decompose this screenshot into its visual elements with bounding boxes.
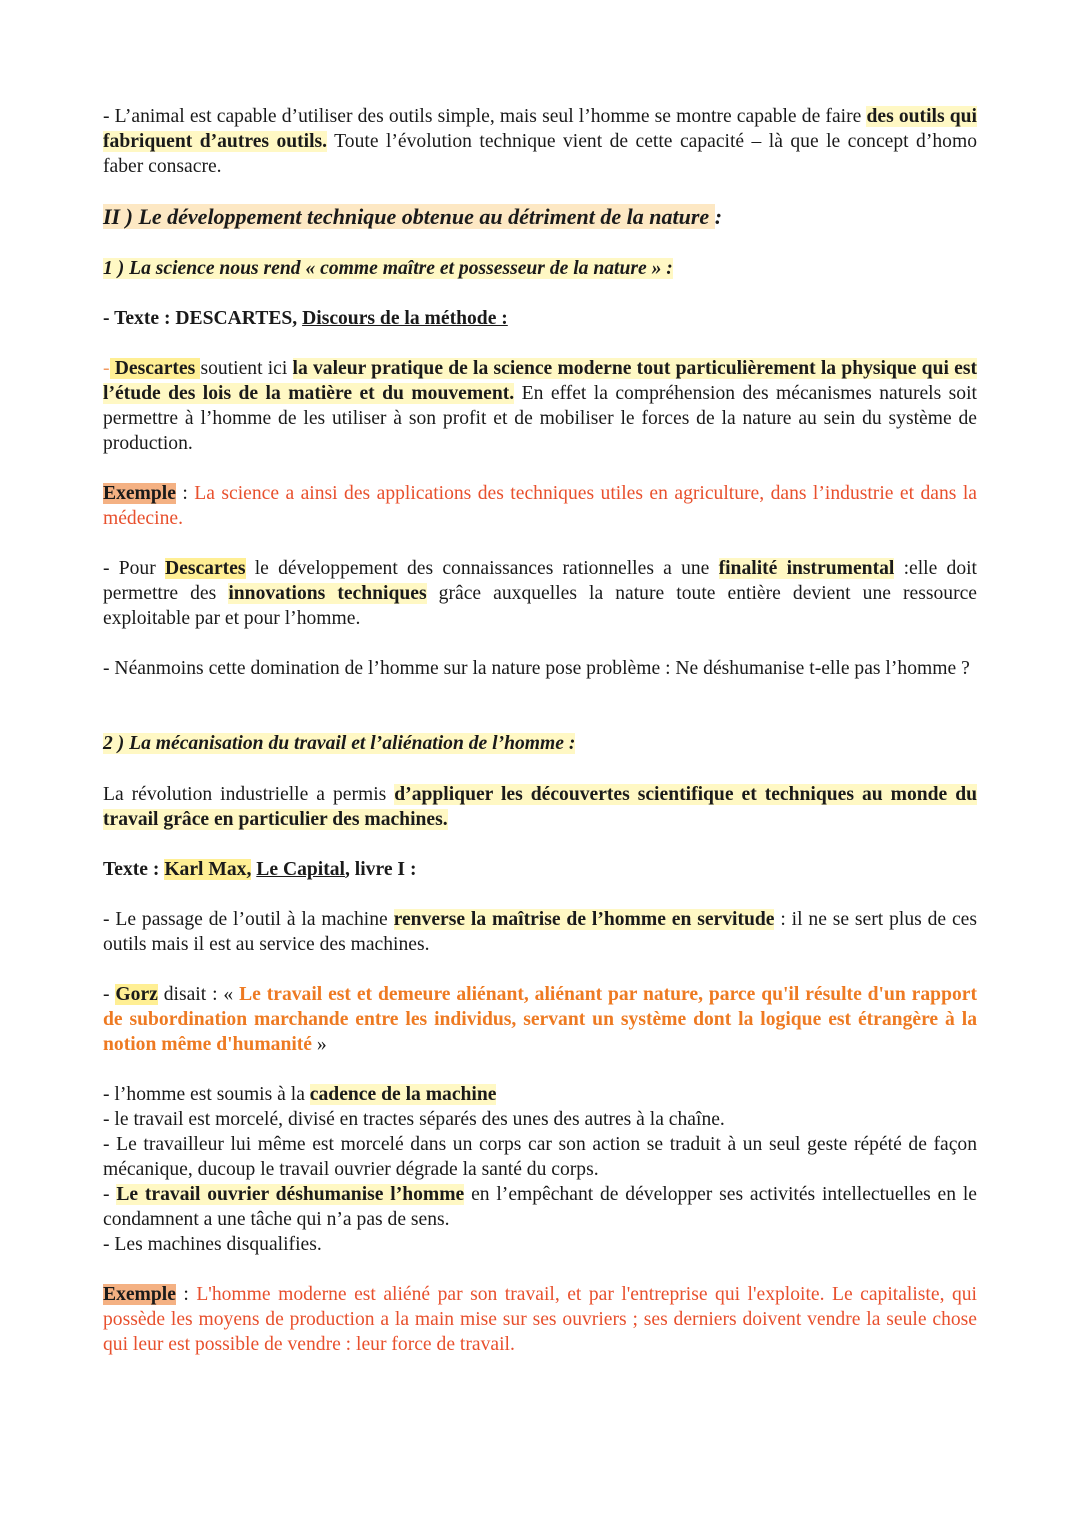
highlight-tools: des outils qui fabriquent d’autres outils. — [103, 106, 977, 152]
book-title-discours: Discours de la méthode : — [302, 308, 508, 329]
list-item: - l’homme est soumis à la cadence de la machine — [103, 1084, 497, 1105]
paragraph-homo-faber: - L’animal est capable d’utiliser des outils simple, mais seul l’homme se montre capable de faire des outils qui fabriquent d’autres outils. Toute l’évolution technique vient de cette capacité – là que le concept d’homo faber consacre. — [103, 106, 977, 177]
example-label: Exemple — [103, 1284, 176, 1305]
gorz-quote: Le travail est et demeure aliénant, aliénant par nature, parce qu'il résulte d'un rapport de subordination marchande entre les individus, servant un système dont la logique est étrangère à la notion même d'humanité — [103, 984, 977, 1055]
texte-descartes: - Texte : DESCARTES, Discours de la méthode : — [103, 308, 508, 329]
list-item: - Le travail ouvrier déshumanise l’homme en l’empêchant de développer ses activités intellectuelles en le condamnent a une tâche qui n’a pas de sens. — [103, 1184, 977, 1230]
book-title-capital: Le Capital — [256, 859, 345, 880]
paragraph-finalite: - Pour Descartes le développement des connaissances rationnelles a une finalité instrumental :elle doit permettre des innovations techniques grâce auxquelles la nature toute entière devient une ressource exploitable par et pour l’homme. — [103, 558, 978, 629]
paragraph-neanmoins: - Néanmoins cette domination de l’homme sur la nature pose problème : Ne déshumanise t-elle pas l’homme ? — [103, 658, 970, 679]
list-item: - Les machines disqualifies. — [103, 1234, 322, 1255]
example-1: Exemple : La science a ainsi des applications des techniques utiles en agriculture, dans l’industrie et dans la médecine. — [103, 483, 977, 529]
paragraph-revolution: La révolution industrielle a permis d’appliquer les découvertes scientifique et techniques au monde du travail grâce en particulier des machines. — [103, 784, 978, 830]
list-item: - Le travailleur lui même est morcelé dans un corps car son action se traduit à un seul geste répété de façon mécanique, ducoup le travail ouvrier dégrade la santé du corps. — [103, 1134, 977, 1180]
paragraph-descartes: - Descartes soutient ici la valeur pratique de la science moderne tout particulièrement la physique qui est l’étude des lois de la matière et du mouvement. En effet la compréhension des mécanismes naturels soit permettre à l’homme de les utiliser à son profit et de mobiliser le forces de la nature au sein du système de production. — [103, 358, 977, 454]
paragraph-servitude: - Le passage de l’outil à la machine renverse la maîtrise de l’homme en servitude : il ne se sert plus de ces outils mais il est au service des machines. — [103, 909, 977, 955]
subheading-1: 1 ) La science nous rend « comme maître et possesseur de la nature » : — [103, 258, 673, 279]
subheading-2: 2 ) La mécanisation du travail et l’aliénation de l’homme : — [103, 733, 576, 754]
paragraph-gorz: - Gorz disait : « Le travail est et demeure aliénant, aliénant par nature, parce qu'il résulte d'un rapport de subordination marchande entre les individus, servant un système dont la logique est étrangère à la notion même d'humanité » — [103, 984, 977, 1055]
highlight-descartes: Descartes — [109, 358, 201, 379]
section-heading-2: II ) Le développement technique obtenue au détriment de la nature : — [103, 204, 723, 229]
example-2: Exemple : L'homme moderne est aliéné par son travail, et par l'entreprise qui l'exploite. Le capitaliste, qui possède les moyens de production a la main mise sur ses ouvriers ; ses derniers doivent vendre la seule chose qui leur est possible de vendre : leur force de travail. — [103, 1284, 977, 1355]
texte-marx: Texte : Karl Max, Le Capital, livre I : — [103, 859, 417, 880]
list-consequences — [103, 1082, 977, 1257]
list-item: - le travail est morcelé, divisé en tractes séparés des unes des autres à la chaîne. — [103, 1109, 725, 1130]
example-label: Exemple — [103, 483, 176, 504]
